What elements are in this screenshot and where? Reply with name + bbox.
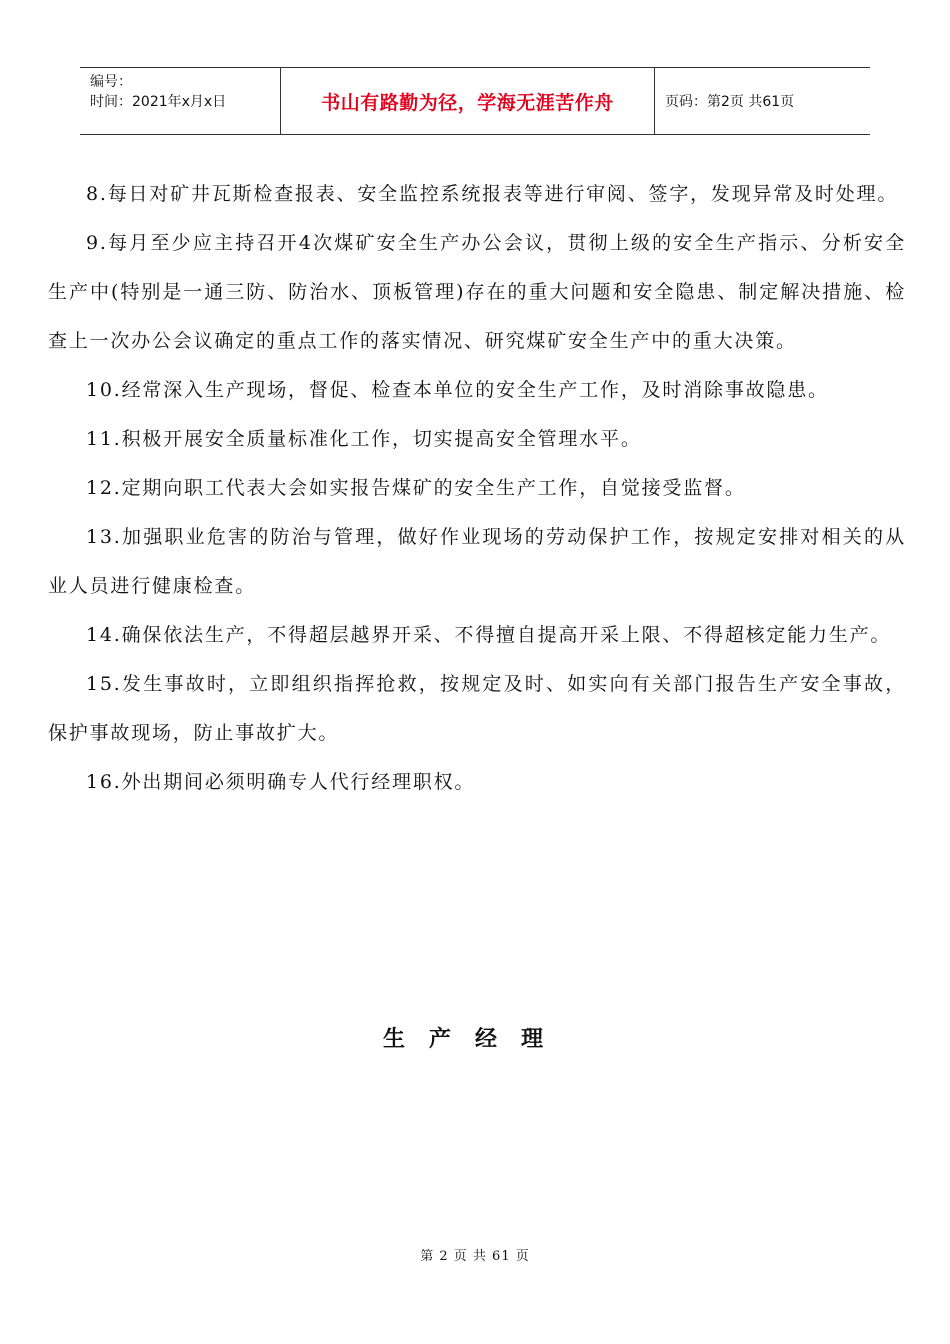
page-footer: 第 2 页 共 61 页: [420, 1249, 530, 1264]
document-number-label: 编号：: [90, 74, 132, 90]
paragraph-item-8: 8.每日对矿井瓦斯检查报表、安全监控系统报表等进行审阅、签字，发现异常及时处理。: [86, 183, 899, 205]
paragraph-item-16: 16.外出期间必须明确专人代行经理职权。: [86, 771, 476, 793]
paragraph-item-14: 14.确保依法生产，不得超层越界开采、不得擅自提高开采上限、不得超核定能力生产。: [86, 624, 892, 646]
document-date: 时间：2021年x月x日: [90, 94, 227, 110]
paragraph-item-9: 9.每月至少应主持召开4次煤矿安全生产办公会议，贯彻上级的安全生产指示、分析安全生产中(特别是一通三防、防治水、顶板管理)存在的重大问题和安全隐患、制定解决措施、检查上一次办公会议确定的重点工作的落实情况、研究煤矿安全生产中的重大决策。: [48, 232, 906, 352]
header-meta: [80, 68, 281, 134]
paragraph-item-13: 13.加强职业危害的防治与管理，做好作业现场的劳动保护工作，按规定安排对相关的从业人员进行健康检查。: [48, 526, 906, 597]
header-page-info: 页码：第2页 共61页: [665, 94, 795, 110]
paragraph-item-10: 10.经常深入生产现场，督促、检查本单位的安全生产工作，及时消除事故隐患。: [86, 379, 829, 401]
section-title: 生产经理: [382, 1027, 567, 1052]
paragraph-item-11: 11.积极开展安全质量标准化工作，切实提高安全管理水平。: [86, 428, 642, 450]
paragraph-item-12: 12.定期向职工代表大会如实报告煤矿的安全生产工作，自觉接受监督。: [86, 477, 746, 499]
page-header: [80, 67, 870, 135]
document-body: [48, 170, 906, 807]
paragraph-item-15: 15.发生事故时，立即组织指挥抢救，按规定及时、如实向有关部门报告生产安全事故，保护事故现场，防止事故扩大。: [48, 673, 906, 744]
header-motto: 书山有路勤为径，学海无涯苦作舟: [281, 68, 655, 134]
